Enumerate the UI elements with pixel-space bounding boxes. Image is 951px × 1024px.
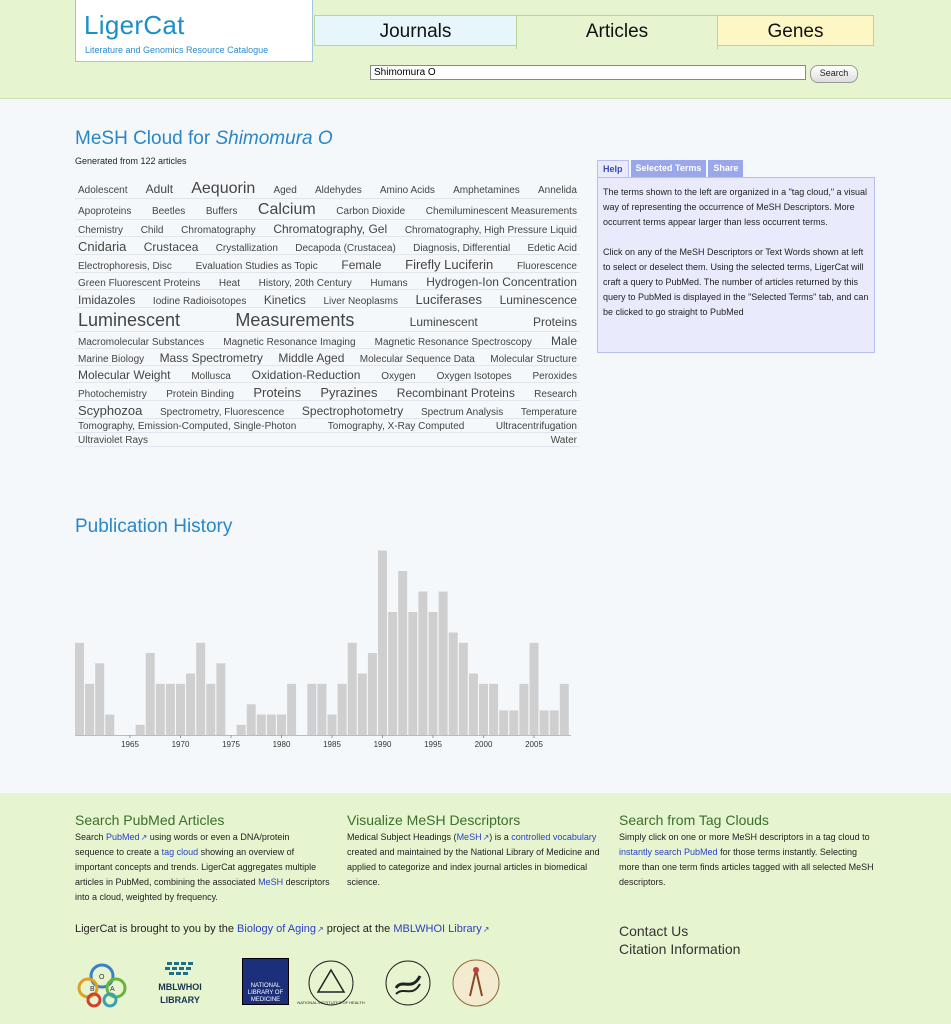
history-bar-1985[interactable] [328,715,337,736]
logo-letter: B [90,986,95,993]
side-panel-tabs [597,160,745,177]
history-bar-1984[interactable] [317,684,326,735]
mesh-term[interactable]: Imidazoles [78,293,136,307]
footer-text: ) is a [489,832,512,842]
mesh-term[interactable]: Photochemistry [78,389,147,400]
history-bar-1966[interactable] [136,725,145,735]
tag-cloud-link[interactable]: tag cloud [161,847,199,857]
mesh-term[interactable]: Luciferases [415,292,483,307]
mesh-term[interactable]: Aged [273,185,297,196]
mesh-term[interactable]: Molecular Structure [490,354,577,365]
mesh-link[interactable]: MeSH [258,877,284,887]
history-bar-1998[interactable] [459,643,468,735]
history-bar-1962[interactable] [95,663,104,735]
mesh-term[interactable]: Mass Spectrometry [159,351,263,365]
history-bar-2005[interactable] [530,643,539,735]
mesh-term[interactable]: Oxygen Isotopes [436,371,512,382]
history-bar-1963[interactable] [105,715,114,736]
history-bar-1978[interactable] [257,715,266,736]
mesh-term[interactable]: Child [140,225,164,236]
history-bar-1968[interactable] [156,684,165,735]
mesh-term[interactable]: Buffers [205,206,238,217]
nih-logo[interactable] [297,958,365,1008]
history-bar-2007[interactable] [550,710,559,735]
history-bar-2000[interactable] [479,684,488,735]
footer-col-tag-clouds [619,813,874,890]
history-bar-2008[interactable] [560,684,569,735]
mesh-term[interactable]: Marine Biology [78,354,145,365]
cloud-title-author: Shimomura O [215,128,333,149]
mesh-term[interactable]: Tomography, Emission-Computed, Single-Photon [78,421,297,432]
mesh-term[interactable]: Proteins [532,315,577,329]
history-bar-2002[interactable] [499,710,508,735]
mesh-term[interactable]: Adolescent [78,185,128,196]
external-link-icon: ↗ [140,833,148,842]
logo-text: LIBRARY [160,995,200,1005]
mesh-term[interactable]: Ultraviolet Rays [78,435,149,446]
history-bar-1999[interactable] [469,674,478,736]
history-bar-1977[interactable] [247,704,256,735]
mesh-term[interactable]: Research [534,389,577,400]
mesh-term[interactable]: Amphetamines [453,185,520,196]
history-bar-1979[interactable] [267,715,276,736]
mesh-term[interactable]: Carbon Dioxide [336,206,406,217]
mesh-term[interactable]: Apoproteins [78,206,132,217]
external-link-icon: ↗ [316,925,324,934]
logo-letter: A [110,986,115,993]
history-bar-1991[interactable] [388,612,397,735]
footer [0,793,951,1024]
mesh-term[interactable]: Beetles [151,206,186,217]
mblwhoi-library-logo[interactable] [145,958,215,1008]
mesh-term[interactable]: Chromatography, High Pressure Liquid [404,225,577,236]
x-tick-label: 1995 [424,740,442,749]
cloud-row [75,334,580,349]
history-bar-1983[interactable] [307,684,316,735]
mesh-term[interactable]: History, 20th Century [258,278,352,289]
history-bar-1971[interactable] [186,674,195,736]
history-bar-1996[interactable] [439,592,448,736]
search-button[interactable]: Search [810,65,858,83]
cloud-title [75,128,333,150]
biology-of-aging-link[interactable]: Biology of Aging [237,923,316,935]
mesh-term[interactable]: Molecular Sequence Data [359,354,475,365]
history-bar-2006[interactable] [540,710,549,735]
x-tick-label: 1965 [121,740,139,749]
history-bar-1990[interactable] [378,551,387,736]
ligercat-logo[interactable] [75,0,313,62]
cloud-row [75,403,580,419]
history-title: Publication History [75,516,233,537]
citation-information-link[interactable]: Citation Information [619,941,741,957]
cloud-row [75,421,580,433]
history-bar-1981[interactable] [287,684,296,735]
help-text-2: Click on any of the MeSH Descriptors or Text Words shown at left to select or deselect them. Using the selected terms, LigerCat will craft a query to PubMed. The number of articles returned by this query to PubMed is displayed in the "Selected Terms" tab, and can be clicked to go straight to PubMed [603,247,869,317]
mesh-term[interactable]: Luminescent [78,310,181,330]
tab-share[interactable]: Share [708,160,743,177]
logo-title: LigerCat [84,10,185,40]
footer-heading-visualize-mesh: Visualize MeSH Descriptors [347,812,521,828]
mesh-term[interactable]: Proteins [253,385,302,400]
cloud-article-count: Generated from 122 articles [75,156,187,166]
mesh-term[interactable]: Decapoda (Crustacea) [295,243,396,254]
cloud-row [75,275,580,290]
mesh-term[interactable]: Magnetic Resonance Imaging [223,337,356,348]
mesh-term[interactable]: Magnetic Resonance Spectroscopy [374,337,532,348]
history-bar-1987[interactable] [348,643,357,735]
footer-text: created and maintained by the National Library of Medicine and applied to categorize and index journal articles in biomedical science. [347,847,600,887]
history-bar-1989[interactable] [368,653,377,735]
tab-selected-terms[interactable]: Selected Terms [631,160,707,177]
help-text-1: The terms shown to the left are organized in a "tag cloud," a visual way of representing the occurrence of MeSH Descriptors. More occurrent terms appear larger than less occurrent terms. [603,187,868,227]
mesh-term[interactable]: Humans [370,278,408,289]
mesh-term[interactable]: Liver Neoplasms [323,296,398,307]
pubmed-link[interactable]: PubMed [106,832,140,842]
footer-col-visualize-mesh [347,813,602,890]
mesh-term[interactable]: Chemiluminescent Measurements [425,206,577,217]
credits-line [75,923,489,935]
external-link-icon: ↗ [482,925,490,934]
mesh-link[interactable]: MeSH [456,832,482,842]
history-bar-1988[interactable] [358,674,367,736]
mesh-term[interactable]: Crustacea [143,240,199,254]
logo-letter: O [99,974,105,981]
cloud-row [75,180,580,199]
mesh-term[interactable]: Water [550,435,577,446]
history-bar-1969[interactable] [166,684,175,735]
history-bar-1986[interactable] [338,684,347,735]
history-bar-1980[interactable] [277,715,286,736]
mesh-term[interactable]: Female [341,258,382,272]
history-bar-1992[interactable] [398,571,407,735]
mesh-term[interactable]: Diagnosis, Differential [413,243,511,254]
footer-text: Simply click on one or more MeSH descriptors in a tag cloud to [619,832,870,842]
mesh-term[interactable]: Mollusca [191,371,231,382]
credits-text: project at the [323,923,394,935]
cloud-row [75,368,580,383]
x-tick-label: 2005 [525,740,543,749]
search-input[interactable] [370,65,806,80]
mesh-term[interactable]: Oxidation-Reduction [251,368,361,382]
external-link-icon: ↗ [482,833,490,842]
footer-text: Search [75,832,107,842]
cloud-row [75,351,580,366]
mesh-term[interactable]: Firefly Luciferin [405,257,494,272]
mesh-term[interactable]: Amino Acids [379,185,435,196]
mesh-term[interactable]: Macromolecular Substances [78,337,205,348]
hhs-logo[interactable] [382,958,434,1008]
mesh-term[interactable]: Aldehydes [315,185,362,196]
controlled-vocabulary-link[interactable]: controlled vocabulary [511,832,597,842]
instantly-search-pubmed-link[interactable]: instantly search PubMed [619,847,718,857]
publication-history-chart [75,550,575,750]
mesh-term[interactable]: Crystallization [215,243,278,254]
help-panel [597,177,875,353]
history-bar-2003[interactable] [509,710,518,735]
mesh-term[interactable]: Oxygen [381,371,416,382]
mesh-term[interactable]: Molecular Weight [78,368,171,382]
history-bar-1960[interactable] [75,643,84,735]
cloud-row [75,239,580,255]
mesh-tag-cloud [75,180,580,449]
footer-heading-search-pubmed: Search PubMed Articles [75,812,225,828]
mesh-term[interactable]: Heat [218,278,240,289]
mesh-term[interactable]: Luminescent [409,315,478,329]
cloud-row [75,435,580,447]
mesh-term[interactable]: Kinetics [263,293,306,307]
history-bar-1967[interactable] [146,653,155,735]
mesh-term[interactable]: Hydrogen-Ion Concentration [426,275,577,289]
mesh-term[interactable]: Measurements [235,310,355,330]
mesh-term[interactable]: Pyrazines [320,385,378,400]
history-bar-1995[interactable] [429,612,438,735]
logo-subtitle: Literature and Genomics Resource Catalogue [85,45,269,55]
logo-text: MBLWHOI [158,982,202,992]
credits-text: LigerCat is brought to you by the [75,923,238,935]
cloud-row [75,385,580,401]
cloud-row [75,292,580,308]
history-bar-1970[interactable] [176,684,185,735]
mesh-term[interactable]: Protein Binding [166,389,235,400]
history-bar-2001[interactable] [489,684,498,735]
x-tick-label: 1975 [222,740,240,749]
cloud-row [75,310,580,332]
cloud-row [75,257,580,273]
mesh-term[interactable]: Chemistry [78,225,124,236]
mesh-term[interactable]: Chromatography [181,225,256,236]
footer-heading-tag-clouds: Search from Tag Clouds [619,812,769,828]
mesh-term[interactable]: Calcium [257,201,316,218]
mesh-term[interactable]: Luminescence [499,293,577,307]
national-library-of-medicine-logo[interactable] [242,958,289,1005]
ellison-foundation-logo[interactable] [448,958,504,1008]
mesh-term[interactable]: Green Fluorescent Proteins [78,278,201,289]
history-bar-1997[interactable] [449,633,458,736]
logo-text: NATIONAL INSTITUTES OF HEALTH [297,1000,365,1005]
footer-text: descriptors into a cloud, weighted by frequency. [75,877,330,902]
tab-journals[interactable]: Journals [314,15,517,46]
mesh-term[interactable]: Peroxides [532,371,577,382]
mesh-term[interactable]: Recombinant Proteins [396,386,515,400]
x-tick-label: 1970 [171,740,190,749]
contact-us-link[interactable]: Contact Us [619,923,689,939]
mesh-term[interactable]: Ultracentrifugation [495,421,577,432]
footer-text: Medical Subject Headings ( [347,832,457,842]
header-bar [0,0,951,99]
mesh-term[interactable]: Iodine Radioisotopes [152,296,247,307]
mesh-term[interactable]: Fluorescence [516,261,577,272]
cloud-row [75,201,580,220]
mesh-term[interactable]: Edetic Acid [527,243,577,254]
x-tick-label: 2000 [474,740,493,749]
cloud-row [75,222,580,237]
history-bar-1972[interactable] [196,643,205,735]
x-tick-label: 1980 [272,740,291,749]
mesh-term[interactable]: Temperature [520,407,577,418]
mesh-term[interactable]: Evaluation Studies as Topic [195,261,318,272]
mesh-term[interactable]: Spectrophotometry [301,404,404,418]
history-bar-1994[interactable] [418,592,427,736]
history-bar-2004[interactable] [519,684,528,735]
logo-text: NATIONAL LIBRARY OF MEDICINE [247,983,284,1003]
footer-text: showing an overview of important concepts and trends. LigerCat aggregates multiple articles in PubMed, combining the associated [75,847,317,887]
mesh-term[interactable]: Spectrum Analysis [420,407,504,418]
tab-genes[interactable]: Genes [717,15,874,46]
mesh-term[interactable]: Cnidaria [78,239,127,254]
x-tick-label: 1985 [323,740,341,749]
mesh-term[interactable]: Tomography, X-Ray Computed [327,421,465,432]
mesh-term[interactable]: Adult [145,182,174,196]
footer-text: for those terms instantly. Selecting more than one term finds articles tagged with all selected MeSH descriptors. [619,847,874,887]
footer-text: using words or even a DNA/protein sequence to create a [75,832,290,857]
mesh-term[interactable]: Chromatography, Gel [273,222,388,236]
mesh-term[interactable]: Electrophoresis, Disc [78,261,172,272]
history-bar-1973[interactable] [206,684,215,735]
footer-col-search-pubmed [75,813,330,905]
mesh-term[interactable]: Aequorin [191,180,256,197]
x-tick-label: 1990 [373,740,392,749]
cloud-title-prefix: MeSH Cloud for [75,128,216,149]
mesh-term[interactable]: Annelida [538,185,577,196]
mesh-term[interactable]: Male [550,334,577,348]
history-bar-1961[interactable] [85,684,94,735]
mesh-term[interactable]: Middle Aged [278,351,345,365]
history-bar-1976[interactable] [237,725,246,735]
tab-articles[interactable]: Articles [516,15,718,49]
tab-help[interactable]: Help [597,160,629,177]
mesh-term[interactable]: Spectrometry, Fluorescence [159,407,285,418]
mesh-term[interactable]: Scyphozoa [78,403,143,418]
history-bar-1993[interactable] [408,612,417,735]
history-bar-1974[interactable] [216,663,225,735]
biology-of-aging-logo[interactable] [76,958,128,1008]
mblwhoi-library-link[interactable]: MBLWHOI Library [393,923,482,935]
